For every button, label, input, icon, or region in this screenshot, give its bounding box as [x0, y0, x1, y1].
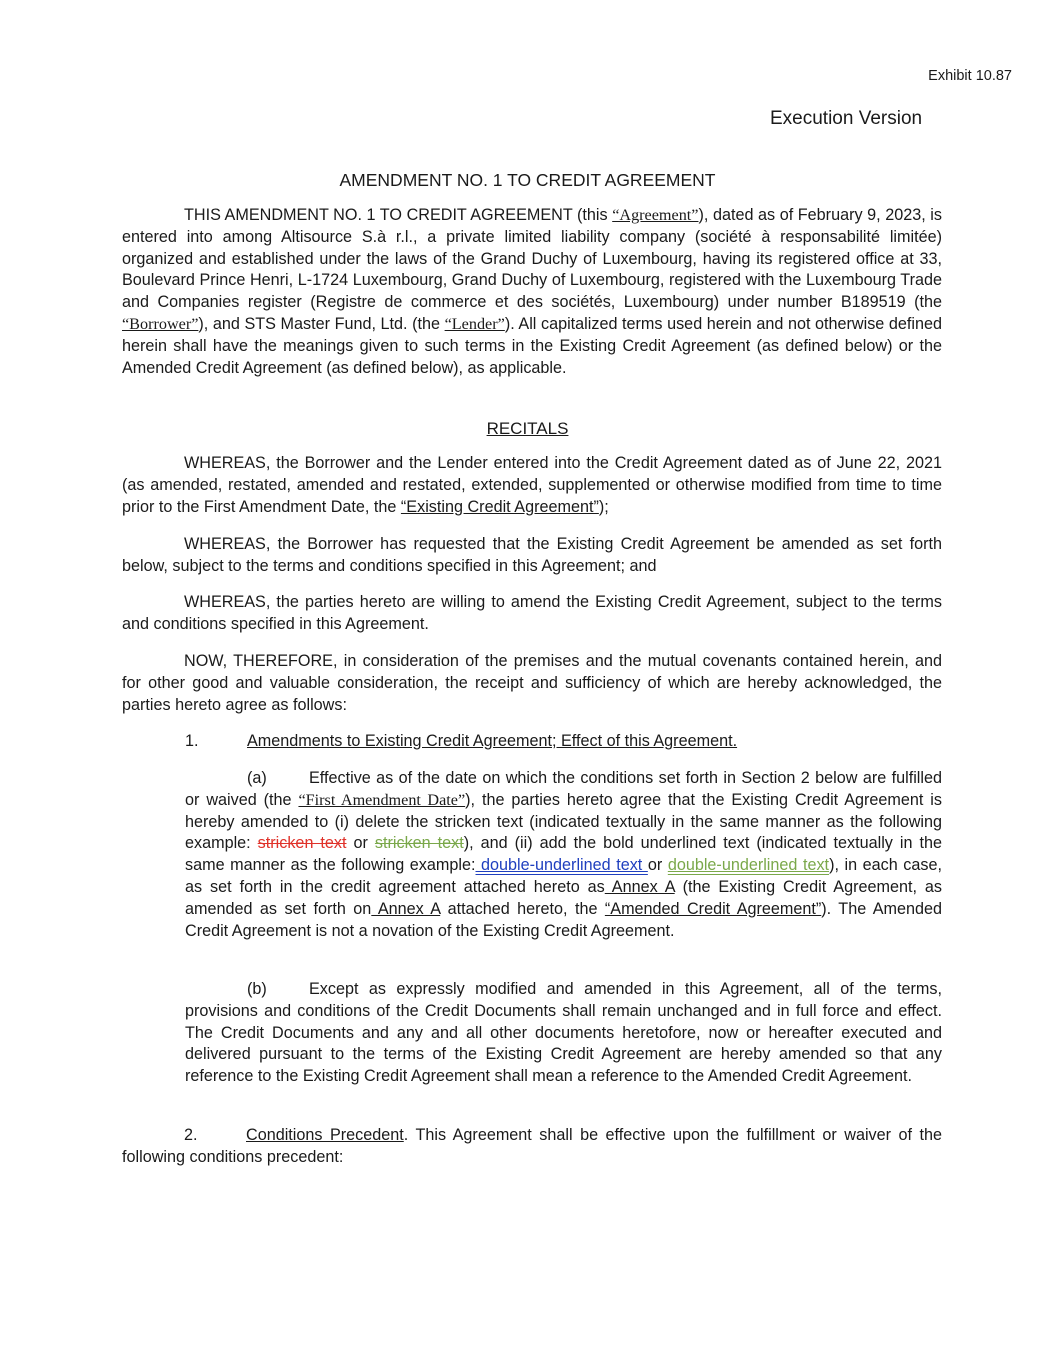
defined-term-agreement: “Agreement” — [612, 206, 699, 224]
clause-number: (b) — [247, 980, 267, 998]
document-title: AMENDMENT NO. 1 TO CREDIT AGREEMENT — [339, 170, 716, 190]
section-title: Conditions Precedent — [246, 1126, 404, 1144]
exhibit-label: Exhibit 10.87 — [928, 68, 1012, 84]
defined-term-borrower: “Borrower” — [122, 314, 199, 333]
double-underline-example-blue: double-underlined text — [475, 856, 648, 875]
intro-paragraph: THIS AMENDMENT NO. 1 TO CREDIT AGREEMENT (this “Agreement”), dated as of February 9, 2023, is entered into among Altisource S.à r.l., a private limited liability company (société à responsabilité limitée) organized and established under the laws of the Grand Duchy of Luxembourg, having its registered office at 33, Boulevard Prince Henri, L-1724 Luxembourg, Grand Duchy of Luxembourg, registered with the Luxembourg Trade and Companies register (Registre de commerce et des sociétés, Luxembourg) under number B189519 (the “Borrower”), and STS Master Fund, Ltd. (the “Lender”). All capitalized terms used herein and not otherwise defined herein shall have the meanings given to such terms in the Existing Credit Agreement (as defined below) or the Amended Credit Agreement (as defined below), as applicable. — [122, 206, 943, 377]
section-1a-paragraph: (a) Effective as of the date on which the conditions set forth in Section 2 below are fulfilled or waived (the “First Amendment Date”), the parties hereto agree that the Existing Credit Agreement is hereby amended to (i) delete the stricken text (indicated textually in the same manner as the following example: stricken text or stricken text), and (ii) add the bold underlined text (indicated textually in the same manner as the following example: double-underlined text or double-underlined text), in each case, as set forth in the credit agreement attached hereto as Annex A (the Existing Credit Agreement, as amended as set forth on Annex A attached hereto, the “Amended Credit Agreement”). The Amended Credit Agreement is not a novation of the Existing Credit Agreement. — [185, 769, 943, 940]
recitals-heading: RECITALS — [486, 419, 569, 438]
annex-a-reference: Annex A — [604, 877, 675, 896]
defined-term-amended-credit-agreement: “Amended Credit Agreement” — [604, 899, 822, 918]
defined-term-first-amendment-date: “First Amendment Date” — [298, 790, 466, 809]
section-number: 2. — [184, 1126, 198, 1144]
execution-version-label: Execution Version — [770, 108, 923, 129]
section-number: 1. — [185, 732, 199, 750]
annex-a-reference-2: Annex A — [371, 899, 441, 918]
whereas-paragraph-1: WHEREAS, the Borrower and the Lender entered into the Credit Agreement dated as of June 22, 2021 (as amended, restated, amended and restated, extended, supplemented or otherwise modified from time to time prior to the First Amendment Date, the “Existing Credit Agreement”); — [122, 454, 942, 516]
now-therefore-paragraph: NOW, THEREFORE, in consideration of the premises and the mutual covenants contained herein, and for other good and valuable consideration, the receipt and sufficiency of which are hereby acknowledged, the parties hereto agree as follows: — [122, 652, 942, 714]
section-1-heading — [185, 731, 942, 753]
double-underline-example-green: double-underlined text — [667, 856, 830, 875]
whereas-paragraph-2: WHEREAS, the Borrower has requested that the Existing Credit Agreement be amended as set forth below, subject to the terms and conditions specified in this Agreement; and — [122, 535, 942, 575]
stricken-example-red: stricken text — [257, 834, 347, 853]
section-1b-paragraph: (b) Except as expressly modified and amended in this Agreement, all of the terms, provisions and conditions of the Credit Documents shall remain unchanged and in full force and effect. The Credit Documents and any and all other documents heretofore, now or hereafter executed and delivered pursuant to the terms of the Existing Credit Agreement are hereby amended so that any reference to the Existing Credit Agreement shall mean a reference to the Amended Credit Agreement. — [185, 980, 942, 1086]
section-2-paragraph: 2. Conditions Precedent. This Agreement shall be effective upon the fulfillment or waiver of the following conditions precedent: — [122, 1126, 942, 1166]
stricken-example-green: stricken text — [374, 834, 464, 853]
defined-term-existing-credit-agreement: “Existing Credit Agreement” — [400, 497, 599, 516]
defined-term-lender: “Lender” — [444, 314, 505, 333]
section-title: Amendments to Existing Credit Agreement; Effect of this Agreement. — [247, 732, 738, 750]
clause-number: (a) — [247, 769, 267, 787]
whereas-paragraph-3: WHEREAS, the parties hereto are willing to amend the Existing Credit Agreement, subject to the terms and conditions specified in this Agreement. — [122, 593, 942, 633]
